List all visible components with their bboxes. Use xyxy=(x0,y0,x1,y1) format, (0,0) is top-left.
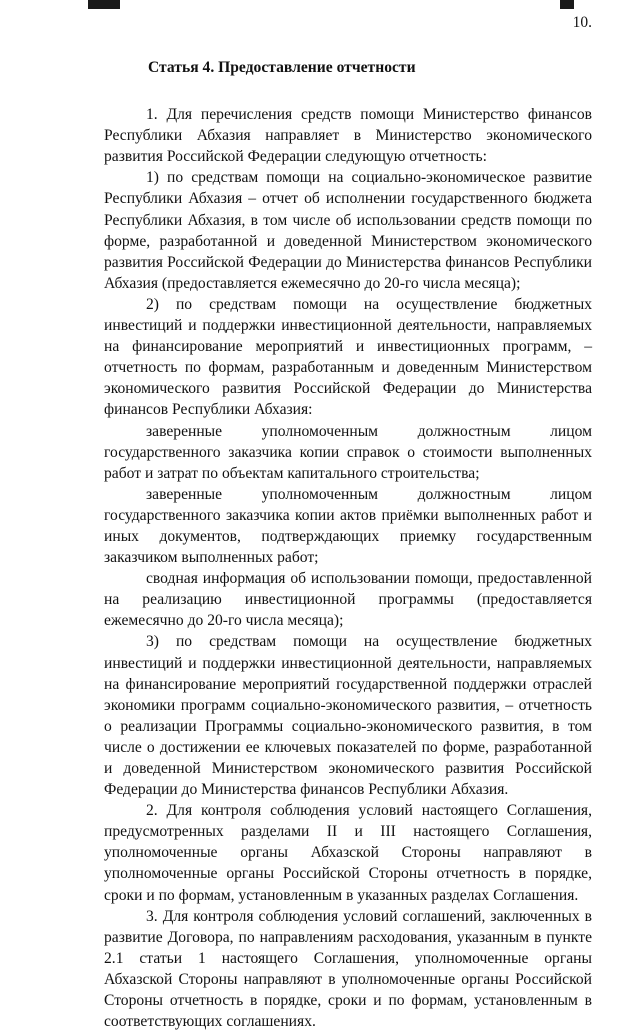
paragraph-1-item-3: 3) по средствам помощи на осуществление бюджетных инвестиций и поддержки инвестиционной деятельности, направляемых на финансирование мероприятий государственной поддержки отраслей экономики программ социально-экономического развития, – отчетность о реализации Программы социально-экономического развития, в том числе о достижении ее ключевых показателей по форме, разработанной и доведенной Министерством экономического развития Российской Федерации до Министерства финансов Республики Абхазия. xyxy=(104,633,592,799)
paragraph-1-item-2-sub-3: сводная информация об использовании помощи, предоставленной на реализацию инвестиционной программы (предоставляется ежемесячно до 20-го числа месяца); xyxy=(104,570,592,630)
scan-mark-right xyxy=(560,0,574,9)
paragraph-1-item-1: 1) по средствам помощи на социально-экономическое развитие Республики Абхазия – отчет об исполнении государственного бюджета Республики Абхазия, в том числе об использовании средств помощи по форме, разработанной и доведенной Министерством экономического развития Российской Федерации до Министерства финансов Республики Абхазия (предоставляется ежемесячно до 20-го числа месяца); xyxy=(104,169,592,292)
page-number: 10. xyxy=(572,14,592,31)
paragraph-2: 2. Для контроля соблюдения условий настоящего Соглашения, предусмотренных разделами II и III настоящего Соглашения, уполномоченные органы Абхазской Стороны направляют в уполномоченные органы Российской Стороны отчетность в порядке, сроки и по формам, установленным в указанных разделах Соглашения. xyxy=(104,802,592,904)
article-heading: Статья 4. Предоставление отчетности xyxy=(148,59,416,76)
document-body xyxy=(104,57,592,1032)
paragraph-1-item-2: 2) по средствам помощи на осуществление бюджетных инвестиций и поддержки инвестиционной деятельности, направляемых на финансирование мероприятий и инвестиционных программ, – отчетность по формам, разработанным и доведенным Министерством экономического развития Российской Федерации до Министерства финансов Республики Абхазия: xyxy=(104,295,592,419)
paragraph-3: 3. Для контроля соблюдения условий соглашений, заключенных в развитие Договора, по направлениям расходования, указанным в пункте 2.1 статьи 1 настоящего Соглашения, уполномоченные органы Абхазской Стороны направляют в уполномоченные органы Российской Стороны отчетность в порядке, сроки и по формам, установленным в соответствующих соглашениях. xyxy=(104,907,592,1031)
scan-mark-left xyxy=(88,0,120,9)
paragraph-1: 1. Для перечисления средств помощи Министерство финансов Республики Абхазия направляет в Министерство экономического развития Российской Федерации следующую отчетность: xyxy=(104,106,592,166)
paragraph-1-item-2-sub-2: заверенные уполномоченным должностным лицом государственного заказчика копии актов приёмки выполненных работ и иных документов, подтверждающих приемку государственным заказчиком выполненных работ; xyxy=(104,485,592,567)
paragraph-1-item-2-sub-1: заверенные уполномоченным должностным лицом государственного заказчика копии справок о стоимости выполненных работ и затрат по объектам капитального строительства; xyxy=(104,422,592,482)
